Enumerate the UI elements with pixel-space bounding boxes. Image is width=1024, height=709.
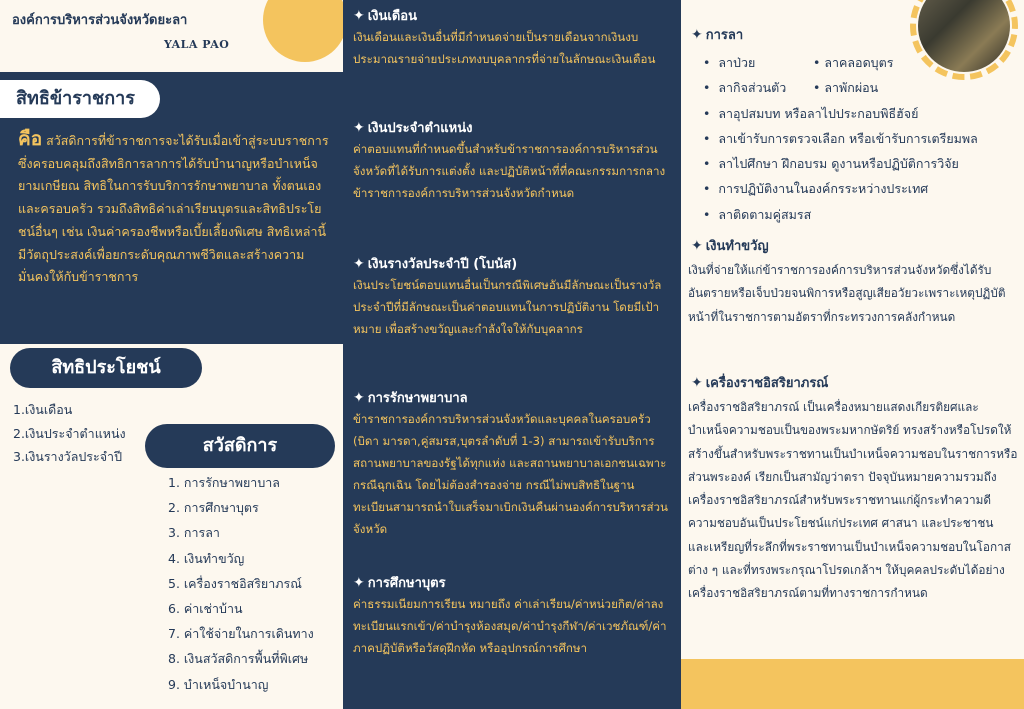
list-item: 3. การลา	[168, 525, 220, 541]
org-name-english: YALA PAO	[164, 38, 230, 51]
org-name-thai: องค์การบริหารส่วนจังหวัดยะลา	[12, 13, 188, 28]
list-item: 9. บำเหน็จบำนาญ	[168, 676, 269, 692]
list-item: 2. การศึกษาบุตร	[168, 500, 259, 516]
medical-section	[353, 388, 673, 540]
list-item: • ลาอุปสมบท หรือลาไปประกอบพิธีฮัจย์	[703, 101, 978, 126]
education-heading: การศึกษาบุตร	[367, 576, 446, 591]
right-panel	[681, 0, 1024, 709]
sparkle-icon: ✦	[353, 575, 365, 591]
decoration-body: เครื่องราชอิสริยาภรณ์ เป็นเครื่องหมายแสดงเกียรติยศและบำเหน็จความชอบเป็นของพระมหากษัตริย์ ทรงสร้างหรือโปรดให้สร้างขึ้นสำหรับพระราชทานเป็นบำเหน็จความชอบในราชการหรือส่วนพระองค์ เรียกเป็นสามัญว่าตรา ปัจจุบันหมายความรวมถึงเครื่องราชอิสริยาภรณ์สำหรับพระราชทานแก่ผู้กระทำความดีความชอบอันเป็นประโยชน์แก่ประเทศ ศาสนา และประชาชน และเหรียญที่ระลึกที่พระราชทานเป็นบำเหน็จความชอบในโอกาสต่าง ๆ และที่ทรงพระกรุณาโปรดเกล้าฯ ให้บุคคลประดับได้อย่างเครื่องราชอิสริยาภรณ์ตามที่ทางราชการกำหนด	[688, 400, 1018, 601]
list-item: 3.เงินรางวัลประจำปี	[13, 449, 123, 464]
education-body: ค่าธรรมเนียมการเรียน หมายถึง ค่าเล่าเรียน/ค่าหน่วยกิต/ค่าลงทะเบียนแรกเข้า/ค่าบำรุงห้องสมุด/ค่าบำรุงกีฬา/ค่าเวชภัณฑ์/ค่าภาคปฏิบัติหรือวัสดุฝึกหัด หรืออุปกรณ์การศึกษา	[353, 597, 667, 655]
rights-lead-word: คือ	[18, 128, 43, 150]
sparkle-icon: ✦	[691, 375, 703, 391]
benefits-list	[13, 398, 126, 469]
sparkle-icon: ✦	[353, 8, 365, 24]
leave-heading: การลา	[705, 28, 744, 43]
sparkle-icon: ✦	[353, 120, 365, 136]
sparkle-icon: ✦	[691, 27, 703, 43]
decorative-strip	[681, 659, 1024, 709]
list-item: 4. เงินทำขวัญ	[168, 550, 245, 566]
education-section	[353, 573, 673, 659]
list-item: • ลาพักผ่อน	[813, 80, 879, 96]
left-panel	[0, 0, 343, 709]
rights-intro	[18, 128, 332, 289]
list-item: 7. ค่าใช้จ่ายในการเดินทาง	[168, 626, 314, 642]
list-item: 2.เงินประจำตำแหน่ง	[13, 425, 126, 441]
list-item: 5. เครื่องราชอิสริยาภรณ์	[168, 575, 302, 591]
leave-list	[703, 50, 978, 227]
list-item: • ลาเข้ารับการตรวจเลือก หรือเข้ารับการเตรียมพล	[703, 126, 978, 151]
list-item: 1.เงินเดือน	[13, 402, 73, 417]
rights-title: สิทธิข้าราชการ	[0, 80, 160, 118]
salary-section	[353, 6, 673, 70]
position-pay-heading: เงินประจำตำแหน่ง	[367, 121, 473, 136]
list-item: 8. เงินสวัสดิการพื้นที่พิเศษ	[168, 651, 309, 667]
bonus-body: เงินประโยชน์ตอบแทนอื่นเป็นกรณีพิเศษอันมีลักษณะเป็นรางวัลประจำปีที่มีลักษณะเป็นค่าตอบแทนในการปฏิบัติงาน โดยมีเป้าหมาย เพื่อสร้างขวัญและกำลังใจให้กับบุคลากร	[353, 278, 662, 336]
welfare-title: สวัสดิการ	[145, 424, 335, 468]
middle-panel	[343, 0, 681, 709]
salary-body: เงินเดือนและเงินอื่นที่มีกำหนดจ่ายเป็นรายเดือนจากเงินงบประมาณรายจ่ายประเภทงบบุคลากรที่จ่ายในลักษณะเงินเดือน	[353, 30, 656, 66]
position-pay-body: ค่าตอบแทนที่กำหนดขึ้นสำหรับข้าราชการองค์การบริหารส่วนจังหวัดที่ได้รับการแต่งตั้ง และปฏิบัติหน้าที่ที่คณะกรรมการกลางข้าราชการองค์การบริหารส่วนจังหวัดกำหนด	[353, 142, 666, 200]
list-item: • ลาไปศึกษา ฝึกอบรม ดูงานหรือปฏิบัติการวิจัย	[703, 151, 978, 176]
list-item: • ลาป่วย • ลาคลอดบุตร	[703, 50, 978, 75]
bonus-heading: เงินรางวัลประจำปี (โบนัส)	[367, 257, 518, 272]
decoration-heading: เครื่องราชอิสริยาภรณ์	[705, 376, 829, 391]
benefits-title: สิทธิประโยชน์	[10, 348, 202, 388]
sparkle-icon: ✦	[353, 256, 365, 272]
sparkle-icon: ✦	[691, 238, 703, 254]
compensation-body: เงินที่จ่ายให้แก่ข้าราชการองค์การบริหารส่วนจังหวัดซึ่งได้รับอันตรายหรือเจ็บป่วยจนพิการหรือสูญเสียอวัยวะเพราะเหตุปฏิบัติหน้าที่ในราชการตามอัตราที่กระทรวงการคลังกำหนด	[688, 263, 1006, 324]
rights-intro-text: สวัสดิการที่ข้าราชการจะได้รับเมื่อเข้าสู่ระบบราชการซึ่งครอบคลุมถึงสิทธิการลาการได้รับบำนาญหรือบำเหน็จยามเกษียณ สิทธิในการรับบริการรักษาพยาบาล ทั้งตนเองและครอบครัว รวมถึงสิทธิค่าเล่าเรียนบุตรและสิทธิประโยชน์อื่นๆ เช่น เงินค่าครองชีพหรือเบี้ยเลี้ยงพิเศษ สิทธิเหล่านี้มีวัตถุประสงค์เพื่อยกระดับคุณภาพชีวิตและสร้างความมั่นคงให้กับข้าราชการ	[18, 133, 329, 285]
list-item: 6. ค่าเช่าบ้าน	[168, 600, 243, 616]
medical-body: ข้าราชการองค์การบริหารส่วนจังหวัดและบุคคลในครอบครัว (บิดา มารดา,คู่สมรส,บุตรลำดับที่ 1-3) สามารถเข้ารับบริการสถานพยาบาลของรัฐได้ทุกแห่ง และสถานพยาบาลเอกชนเฉพาะกรณีฉุกเฉิน โดยไม่ต้องสำรองจ่าย กรณีไม่พบสิทธิในฐานทะเบียนสามารถนำใบเสร็จมาเบิกเงินคืนผ่านองค์การบริหารส่วนจังหวัด	[353, 412, 668, 536]
decorative-circle	[263, 0, 343, 62]
list-item: • ลาติดตามคู่สมรส	[703, 202, 978, 227]
list-item: • ลากิจส่วนตัว • ลาพักผ่อน	[703, 75, 978, 100]
position-pay-section	[353, 118, 673, 204]
salary-heading: เงินเดือน	[367, 9, 417, 24]
medical-heading: การรักษาพยาบาล	[367, 391, 468, 406]
bonus-section	[353, 254, 673, 340]
sparkle-icon: ✦	[353, 390, 365, 406]
compensation-heading: เงินทำขวัญ	[705, 239, 769, 254]
list-item: • ลาคลอดบุตร	[813, 55, 894, 70]
list-item: 1. การรักษาพยาบาล	[168, 475, 280, 490]
list-item: • การปฏิบัติงานในองค์กรระหว่างประเทศ	[703, 176, 978, 201]
welfare-list	[168, 470, 314, 697]
